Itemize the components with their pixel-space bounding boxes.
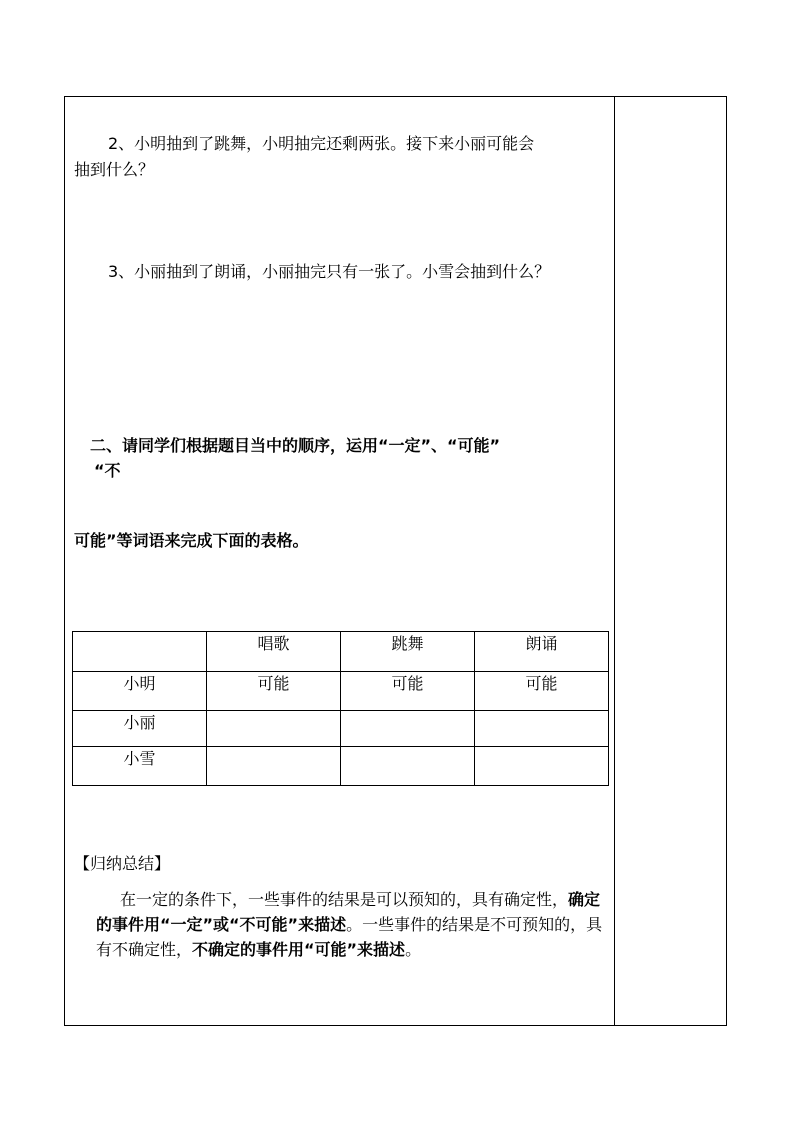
table-cell <box>341 747 475 786</box>
summary-bold-1: 确定的事件用“一定”或“不可能”来描述 <box>96 890 601 934</box>
table-corner-cell <box>73 632 207 672</box>
row-name-cell: 小雪 <box>73 747 207 786</box>
table-cell: 可能 <box>475 672 609 711</box>
table-cell <box>341 711 475 747</box>
header-cell-recite: 朗诵 <box>475 632 609 672</box>
table-cell <box>475 711 609 747</box>
summary-text-3: 。 <box>405 940 422 959</box>
summary-bold-2: 不确定的事件用“可能”来描述 <box>192 940 406 959</box>
column-divider <box>614 96 615 1026</box>
section-2-line-2: “不 <box>94 461 121 480</box>
row-name-cell: 小丽 <box>73 711 207 747</box>
summary-text-1: 在一定的条件下，一些事件的结果是可以预知的，具有确定性， <box>120 890 569 909</box>
summary-text-2: 。一些事件的结果是不可预知的，具有不确定性， <box>96 915 603 959</box>
question-2-line-1: 2、小明抽到了跳舞，小明抽完还剩两张。接下来小丽可能会 <box>108 134 535 153</box>
table-row <box>73 747 609 786</box>
table-row <box>73 672 609 711</box>
table-cell <box>207 747 341 786</box>
question-3: 3、小丽抽到了朗诵，小丽抽完只有一张了。小雪会抽到什么？ <box>108 262 551 281</box>
row-name-cell: 小明 <box>73 672 207 711</box>
question-2-line-2: 抽到什么？ <box>74 160 155 179</box>
table-cell <box>207 711 341 747</box>
table-row <box>73 711 609 747</box>
section-2-line-3: 可能”等词语来完成下面的表格。 <box>74 531 309 550</box>
summary-heading: 【归纳总结】 <box>74 854 171 873</box>
header-cell-dance: 跳舞 <box>341 632 475 672</box>
table-header-row <box>73 632 609 672</box>
summary-paragraph <box>96 887 611 962</box>
table-cell: 可能 <box>341 672 475 711</box>
probability-table <box>72 631 609 786</box>
header-cell-sing: 唱歌 <box>207 632 341 672</box>
section-2-line-1: 二、请同学们根据题目当中的顺序，运用“一定”、“可能” <box>90 436 501 455</box>
table-cell: 可能 <box>207 672 341 711</box>
table-cell <box>475 747 609 786</box>
